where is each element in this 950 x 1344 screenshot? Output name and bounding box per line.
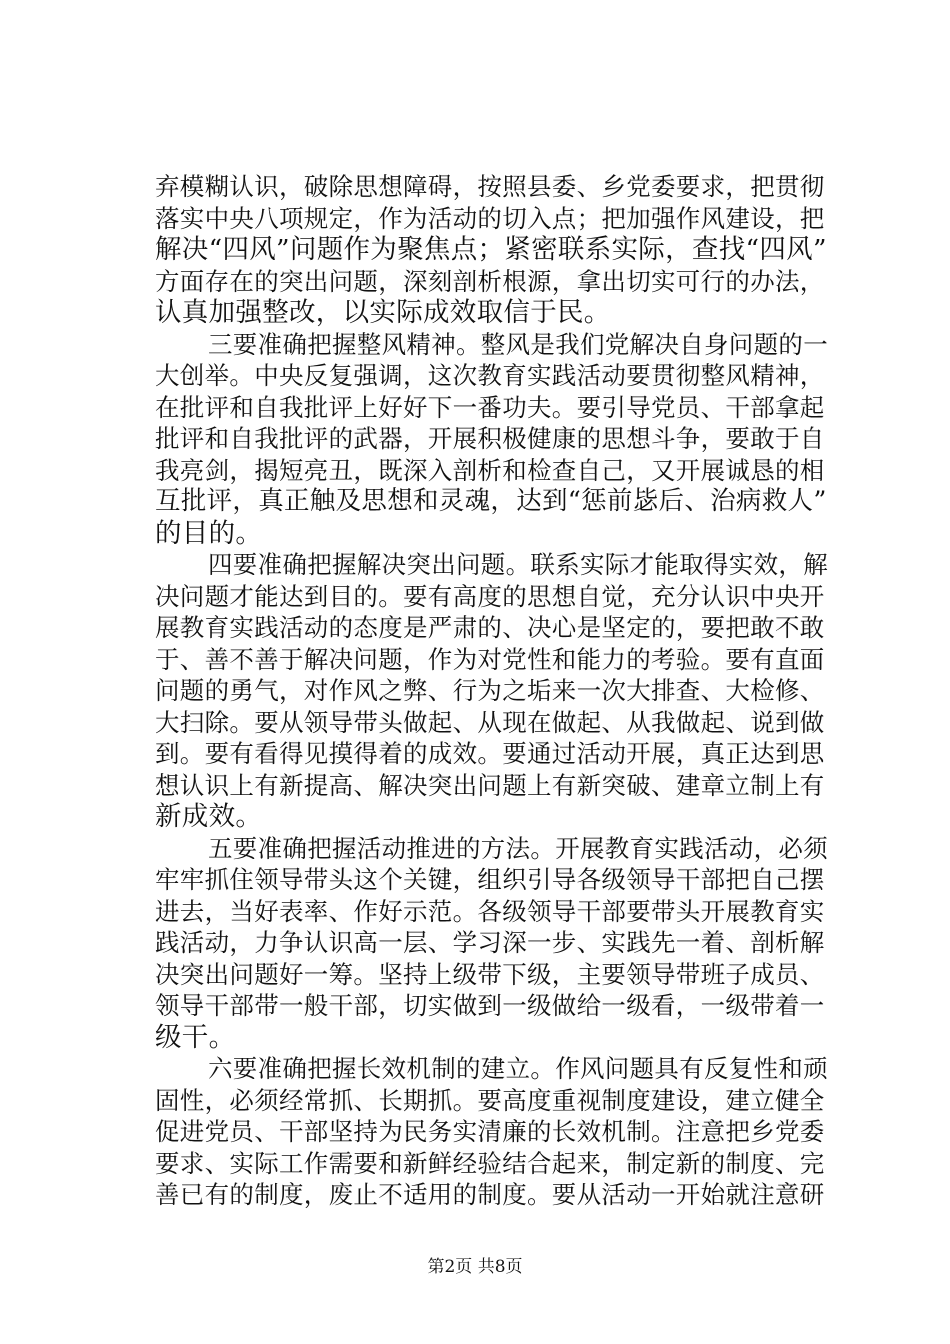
text-line: 于、善不善于解决问题，作为对党性和能力的考验。要有直面 bbox=[155, 644, 825, 674]
text-line: 进去，当好表率、作好示范。各级领导干部要带头开展教育实 bbox=[155, 896, 825, 926]
text-line: 互批评，真正触及思想和灵魂，达到“惩前毖后、治病救人” bbox=[155, 486, 827, 516]
text-line: 固性，必须经常抓、长期抓。要高度重视制度建设，建立健全 bbox=[155, 1085, 825, 1115]
text-line: 的目的。 bbox=[155, 517, 263, 549]
text-line: 大创举。中央反复强调，这次教育实践活动要贯彻整风精神， bbox=[155, 361, 825, 390]
text-line: 认真加强整改，以实际成效取信于民。 bbox=[155, 297, 611, 328]
text-line: 展教育实践活动的态度是严肃的、决心是坚定的，要把敢不敢 bbox=[155, 613, 825, 642]
document-body bbox=[155, 171, 835, 1211]
paragraph-start-line: 三要准确把握整风精神。整风是我们党解决自身问题的一 bbox=[208, 329, 828, 359]
paragraph-start-line: 四要准确把握解决突出问题。联系实际才能取得实效，解 bbox=[208, 550, 828, 579]
text-line: 促进党员、干部坚持为民务实清廉的长效机制。注意把乡党委 bbox=[155, 1117, 825, 1146]
text-line: 牢牢抓住领导带头这个关键，组织引导各级领导干部把自己摆 bbox=[155, 865, 825, 894]
text-line: 践活动，力争认识高一层、学习深一步、实践先一着、剖析解 bbox=[155, 928, 825, 957]
text-line: 解决“四风”问题作为聚焦点；紧密联系实际，查找“四风” bbox=[155, 234, 827, 265]
text-line: 批评和自我批评的武器，开展积极健康的思想斗争，要敢于自 bbox=[155, 424, 825, 453]
page-number-footer: 第2页 共8页 bbox=[427, 1257, 523, 1277]
text-line: 要求、实际工作需要和新鲜经验结合起来，制定新的制度、完 bbox=[155, 1148, 825, 1178]
text-line: 弃模糊认识，破除思想障碍，按照县委、乡党委要求，把贯彻 bbox=[155, 172, 825, 201]
text-line: 在批评和自我批评上好好下一番功夫。要引导党员、干部拿起 bbox=[155, 392, 825, 422]
text-line: 想认识上有新提高、解决突出问题上有新突破、建章立制上有 bbox=[155, 770, 825, 800]
paragraph-start-line: 五要准确把握活动推进的方法。开展教育实践活动，必须 bbox=[208, 833, 828, 863]
text-line: 级干。 bbox=[155, 1021, 236, 1053]
text-line: 到。要有看得见摸得着的成效。要通过活动开展，真正达到思 bbox=[155, 739, 825, 768]
text-line: 大扫除。要从领导带头做起、从现在做起、从我做起、说到做 bbox=[155, 707, 825, 737]
text-line: 领导干部带一般干部，切实做到一级做给一级看，一级带着一 bbox=[155, 991, 825, 1020]
text-line: 决突出问题好一筹。坚持上级带下级，主要领导带班子成员、 bbox=[155, 959, 825, 989]
text-line: 善已有的制度，废止不适用的制度。要从活动一开始就注意研 bbox=[155, 1180, 825, 1209]
text-line: 方面存在的突出问题，深刻剖析根源，拿出切实可行的办法， bbox=[155, 266, 825, 296]
text-line: 我亮剑，揭短亮丑，既深入剖析和检查自己，又开展诚恳的相 bbox=[155, 455, 825, 485]
text-line: 问题的勇气，对作风之弊、行为之垢来一次大排查、大检修、 bbox=[155, 676, 825, 705]
text-line: 决问题才能达到目的。要有高度的思想自觉，充分认识中央开 bbox=[155, 581, 825, 611]
text-line: 新成效。 bbox=[155, 801, 263, 832]
paragraph-start-line: 六要准确把握长效机制的建立。作风问题具有反复性和顽 bbox=[208, 1054, 828, 1083]
text-line: 落实中央八项规定，作为活动的切入点；把加强作风建设，把 bbox=[155, 203, 825, 233]
